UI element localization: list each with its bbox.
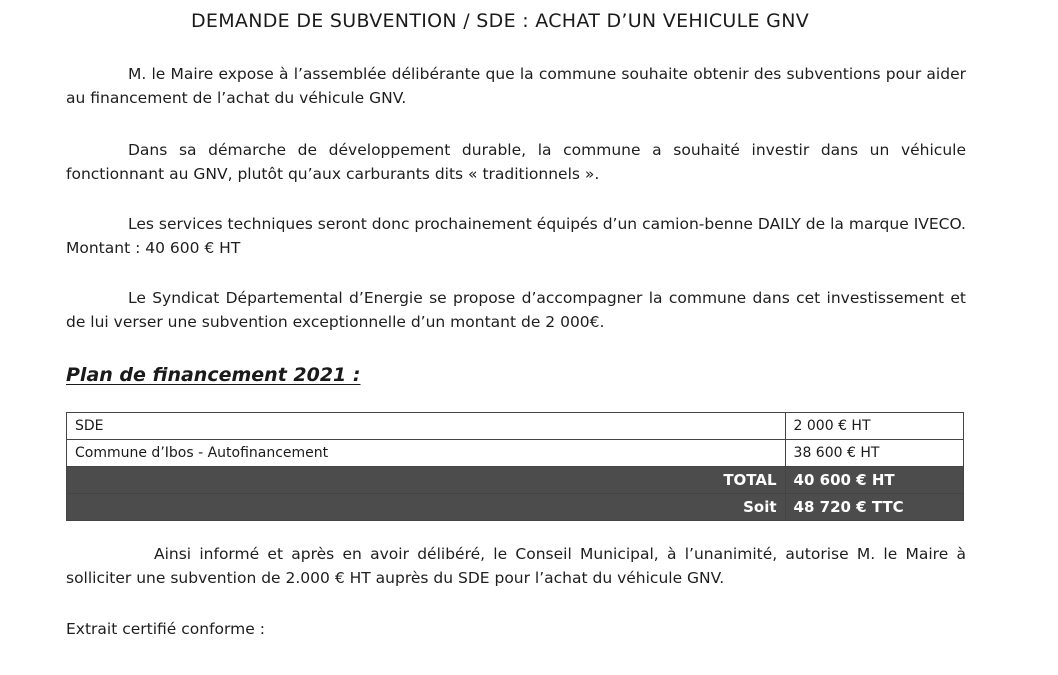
table-row bbox=[67, 440, 964, 467]
total-value: 40 600 € HT bbox=[785, 467, 963, 494]
table-cell-value: 2 000 € HT bbox=[785, 413, 963, 440]
paragraph-intro-text: M. le Maire expose à l’assemblée délibérante que la commune souhaite obtenir des subventions pour aider au financement de l’achat du véhicule GNV. bbox=[66, 65, 966, 107]
table-row-total bbox=[67, 467, 964, 494]
total-label: TOTAL bbox=[67, 467, 786, 494]
extrait-label: Extrait certifié conforme : bbox=[66, 620, 265, 638]
paragraph-intro bbox=[66, 62, 966, 110]
table-cell-label: SDE bbox=[67, 413, 786, 440]
table-cell-label: Commune d’Ibos - Autofinancement bbox=[67, 440, 786, 467]
table-cell-value: 38 600 € HT bbox=[785, 440, 963, 467]
paragraph-conclusion bbox=[66, 542, 966, 590]
paragraph-demarche-text: Dans sa démarche de développement durable, la commune a souhaité investir dans un véhicule fonctionnant au GNV, plutôt qu’aux carburants dits « traditionnels ». bbox=[66, 141, 966, 183]
ttc-value: 48 720 € TTC bbox=[785, 494, 963, 521]
ttc-label: Soit bbox=[67, 494, 786, 521]
paragraph-syndicat bbox=[66, 286, 966, 334]
financing-table bbox=[66, 412, 964, 521]
paragraph-conclusion-text: Ainsi informé et après en avoir délibéré, le Conseil Municipal, à l’unanimité, autorise M. le Maire à solliciter une subvention de 2.000 € HT auprès du SDE pour l’achat du véhicule GNV. bbox=[66, 545, 966, 587]
table-row bbox=[67, 413, 964, 440]
document-title: DEMANDE DE SUBVENTION / SDE : ACHAT D’UN VEHICULE GNV bbox=[191, 10, 809, 32]
paragraph-demarche bbox=[66, 138, 966, 186]
paragraph-syndicat-text: Le Syndicat Départemental d’Energie se propose d’accompagner la commune dans cet investissement et de lui verser une subvention exceptionnelle d’un montant de 2 000€. bbox=[66, 289, 966, 331]
plan-heading: Plan de financement 2021 : bbox=[66, 364, 361, 386]
paragraph-services-text: Les services techniques seront donc prochainement équipés d’un camion-benne DAILY de la marque IVECO. Montant : 40 600 € HT bbox=[66, 215, 966, 257]
paragraph-services bbox=[66, 212, 966, 260]
table-row-ttc bbox=[67, 494, 964, 521]
